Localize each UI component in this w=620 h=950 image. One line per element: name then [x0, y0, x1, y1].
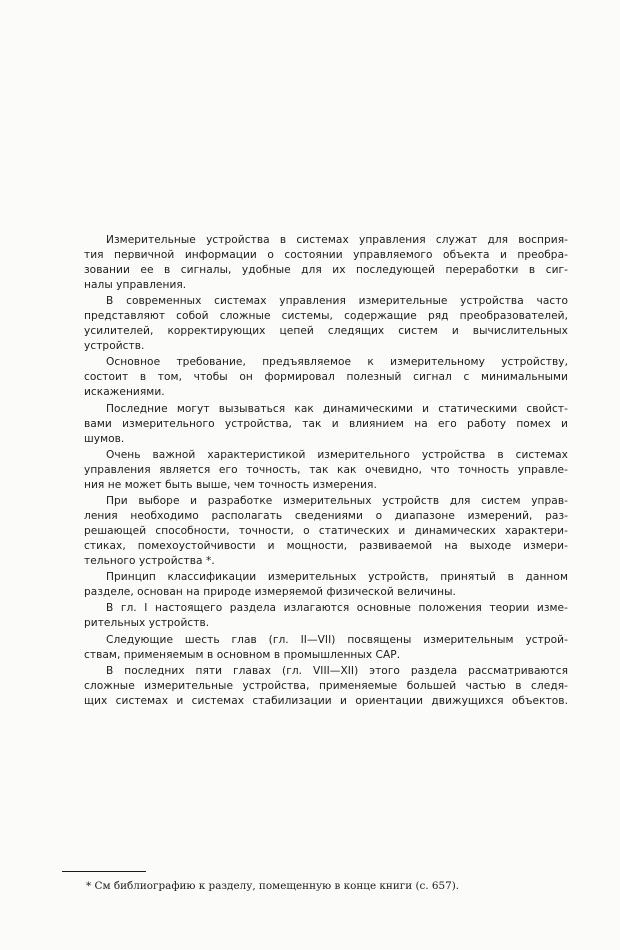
- text-line: В гл. I настоящего раздела излагаются основные положения теории изме-: [106, 602, 568, 615]
- text-line: вами измерительного устройства, так и влиянием на его работу помех и: [84, 417, 568, 430]
- text-line: Измерительные устройства в системах управления служат для восприя-: [106, 234, 568, 246]
- text-line: шумов.: [84, 432, 125, 445]
- text-line: состоит в том, чтобы он формировал полезный сигнал с минимальными: [84, 371, 568, 384]
- footnote-divider: [62, 871, 146, 872]
- text-line: усилителей, корректирующих цепей следящих систем и вычислительных: [84, 325, 568, 338]
- paragraph-1: [84, 233, 568, 293]
- text-line: Основное требование, предъявляемое к измерительному устройству,: [106, 356, 568, 369]
- text-line: зовании ее в сигналы, удобные для их последующей переработки в сиг-: [84, 264, 568, 276]
- text-line: разделе, основан на природе измеряемой физической величины.: [84, 586, 456, 599]
- text-line: Принцип классификации измерительных устройств, принятый в данном: [106, 571, 568, 584]
- text-line: рительных устройств.: [84, 617, 210, 630]
- text-line: представляют собой сложные системы, содержащие ряд преобразователей,: [84, 310, 568, 323]
- text-line: устройств.: [84, 340, 145, 353]
- text-line: искажениями.: [84, 386, 165, 399]
- paragraph-5: [84, 448, 568, 493]
- text-line: При выборе и разработке измерительных устройств для систем управ-: [106, 494, 568, 507]
- text-line: тельного устройства *.: [84, 554, 215, 567]
- paragraph-6: [84, 494, 568, 569]
- text-line: ления необходимо располагать сведениями о диапазоне измерений, раз-: [84, 509, 568, 522]
- text-line: стиках, помехоустойчивости и мощности, развиваемой на выходе измери-: [84, 539, 568, 552]
- paragraph-7: [84, 570, 568, 600]
- text-line: Следующие шесть глав (гл. II—VII) посвящены измерительным устрой-: [106, 633, 568, 646]
- text-line: налы управления.: [84, 279, 187, 291]
- main-text: [84, 233, 568, 710]
- text-line: В последних пяти главах (гл. VIII—XII) этого раздела рассматриваются: [106, 664, 568, 677]
- footnote: * См библиографию к разделу, помещенную в конце книги (с. 657).: [86, 880, 460, 892]
- paragraph-9: [84, 633, 568, 663]
- text-line: Очень важной характеристикой измерительного устройства в системах: [106, 448, 568, 461]
- paragraph-10: [84, 664, 568, 709]
- text-line: ния не может быть выше, чем точность измерения.: [84, 478, 377, 491]
- text-line: ствам, применяемым в основном в промышленных САР.: [84, 648, 401, 661]
- paragraph-2: [84, 294, 568, 354]
- paragraph-3: [84, 355, 568, 400]
- text-line: В современных системах управления измерительные устройства часто: [106, 295, 568, 308]
- paragraph-4: [84, 402, 568, 447]
- text-line: тия первичной информации о состоянии управляемого объекта и преобра-: [84, 249, 568, 261]
- text-line: щих системах и системах стабилизации и ориентации движущихся объектов.: [84, 694, 568, 707]
- text-line: управления является его точность, так как очевидно, что точность управле-: [84, 463, 568, 476]
- text-line: сложные измерительные устройства, применяемые большей частью в следя-: [84, 679, 568, 692]
- text-line: Последние могут вызываться как динамическими и статическими свойст-: [106, 402, 568, 415]
- text-line: решающей способности, точности, о статических и динамических характери-: [84, 524, 568, 537]
- paragraph-8: [84, 601, 568, 631]
